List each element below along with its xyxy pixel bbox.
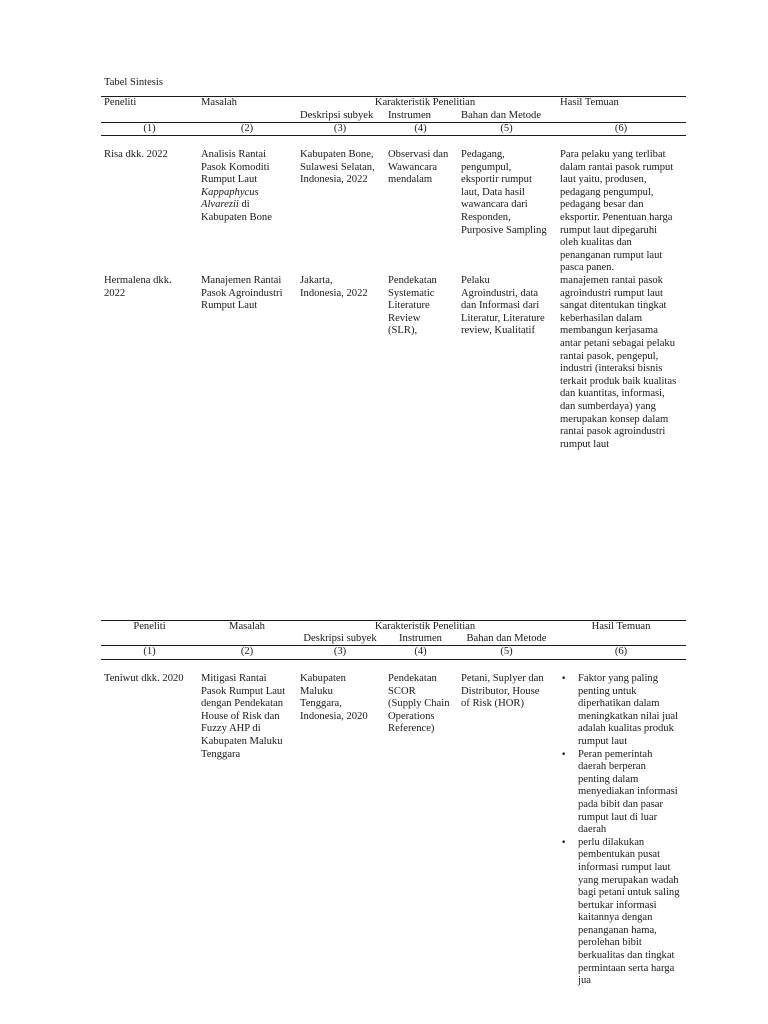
bullet-item: • Faktor yang paling penting untuk diperhatikan dalam meningkatkan nilai jual adalah kualitas produk rumput laut — [560, 673, 680, 749]
table-caption: Tabel Sintesis — [104, 77, 163, 88]
header-peneliti: Peneliti — [104, 97, 137, 108]
header2-masalah: Masalah — [229, 621, 265, 632]
header-karakteristik: Karakteristik Penelitian — [374, 97, 476, 108]
header-instrumen: Instrumen — [388, 110, 431, 121]
table-row-teniwut-bahan: Petani, Suplyer dan Distributor, House of Risk (HOR) — [461, 673, 544, 710]
table-row-risa-masalah: Analisis Rantai Pasok Komoditi Rumput Laut Kappaphycus Alvarezii di Kabupaten Bone — [201, 149, 272, 223]
table-row-risa-bahan: Pedagang, pengumpul, eksportir rumput laut, Data hasil wawancara dari Responden, Purposive Sampling — [461, 149, 547, 236]
table-row-teniwut-peneliti: Teniwut dkk. 2020 — [104, 673, 184, 684]
table-row-teniwut-masalah: Mitigasi Rantai Pasok Rumput Laut dengan Pendekatan House of Risk dan Fuzzy AHP di Kabupaten Maluku Tenggara — [201, 673, 286, 760]
bullet-item: • Peran pemerintah daerah berperan penting dalam menyediakan informasi pada bibit dan pasar rumput laut di luar daerah — [560, 749, 680, 837]
header2-karakteristik: Karakteristik Penelitian — [374, 621, 476, 632]
table-row-hermalena-instrumen: Pendekatan Systematic Literature Review (SLR), — [388, 275, 437, 337]
table-row-hermalena-masalah: Manajemen Rantai Pasok Agroindustri Rumput Laut — [201, 275, 283, 312]
col-number-6: (6) — [614, 123, 628, 134]
header2-deskripsi: Deskripsi subyek — [303, 633, 377, 644]
header2-hasil: Hasil Temuan — [591, 621, 651, 632]
table-row-hermalena-peneliti: Hermalena dkk. 2022 — [104, 275, 172, 299]
col2-number-3: (3) — [333, 646, 347, 657]
col2-number-6: (6) — [614, 646, 628, 657]
table-row-risa-deskripsi: Kabupaten Bone, Sulawesi Selatan, Indonesia, 2022 — [300, 149, 375, 186]
header-deskripsi: Deskripsi subyek — [300, 110, 374, 121]
table-row-hermalena-bahan: Pelaku Agroindustri, data dan Informasi dari Literatur, Literature review, Kualitatif — [461, 275, 545, 337]
header2-bahan: Bahan dan Metode — [466, 633, 547, 644]
header2-peneliti: Peneliti — [133, 621, 166, 632]
table-row-teniwut-hasil — [560, 673, 680, 988]
table-row-hermalena-deskripsi: Jakarta, Indonesia, 2022 — [300, 275, 368, 299]
header-bahan: Bahan dan Metode — [461, 110, 542, 121]
table1-number-rule — [101, 135, 686, 136]
table-row-teniwut-instrumen: Pendekatan SCOR (Supply Chain Operations Reference) — [388, 673, 450, 735]
col2-number-1: (1) — [143, 646, 156, 657]
table2-number-rule — [101, 659, 686, 660]
bullet-item: • perlu dilakukan pembentukan pusat informasi rumput laut yang merupakan wadah bagi petani untuk saling bertukar informasi kaitannya dengan penanganan hama, perolehan bibit berkualitas dan tingkat permintaan serta harga jua — [560, 837, 680, 988]
col2-number-5: (5) — [500, 646, 513, 657]
col-number-2: (2) — [240, 123, 254, 134]
col-number-5: (5) — [500, 123, 513, 134]
header-masalah: Masalah — [201, 97, 237, 108]
header-hasil: Hasil Temuan — [560, 97, 619, 108]
table-row-risa-peneliti: Risa dkk. 2022 — [104, 149, 168, 160]
table-row-hermalena-hasil: manajemen rantai pasok agroindustri rumput laut sangat ditentukan tingkat keberhasilan dalam membangun kerjasama antar petani sebagai pelaku rantai pasok, pengepul, industri (interaksi bisnis terkait produk baik kualitas dan kuantitas, informasi, dan sumberdaya) yang merupakan konsep dalam rantai pasok agroindustri rumput laut — [560, 275, 677, 450]
col2-number-4: (4) — [414, 646, 427, 657]
col-number-1: (1) — [143, 123, 156, 134]
table-row-risa-instrumen: Observasi dan Wawancara mendalam — [388, 149, 449, 186]
header2-instrumen: Instrumen — [399, 633, 442, 644]
table-row-risa-hasil: Para pelaku yang terlibat dalam rantai pasok rumput laut yaitu, produsen, pedagang pengumpul, pedagang besar dan eksportir. Penentuan harga rumput laut dipegaruhi oleh kualitas dan penanganan rumput laut pasca panen. — [560, 149, 674, 274]
col-number-3: (3) — [333, 123, 347, 134]
col-number-4: (4) — [414, 123, 427, 134]
col2-number-2: (2) — [240, 646, 254, 657]
table-row-teniwut-deskripsi: Kabupaten Maluku Tenggara, Indonesia, 2020 — [300, 673, 368, 722]
